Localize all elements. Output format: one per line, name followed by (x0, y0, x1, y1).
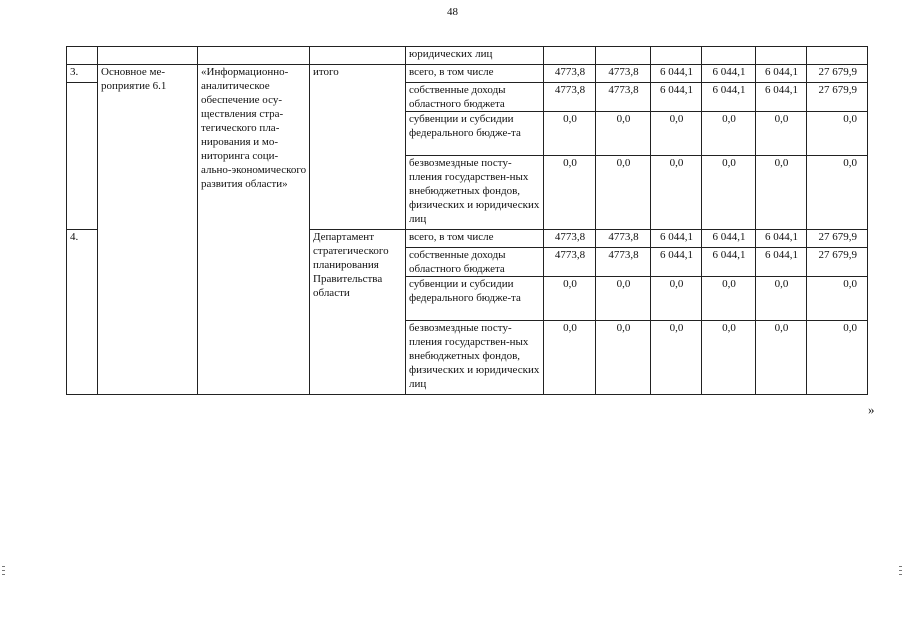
value-cell: 4773,8 (596, 83, 651, 112)
value-cell: 0,0 (651, 112, 702, 156)
value-cell: 0,0 (651, 156, 702, 230)
value-cell (756, 47, 807, 65)
left-binding-mark (2, 566, 5, 580)
value-cell: 4773,8 (544, 230, 596, 248)
value-cell: 0,0 (544, 112, 596, 156)
funding-source-cell: собственные доходы областного бюджета (406, 248, 544, 277)
table-row (67, 65, 868, 83)
value-cell: 0,0 (702, 277, 756, 321)
funding-source-cell: всего, в том числе (406, 230, 544, 248)
activity-cell (98, 47, 198, 65)
activity-cell: Основное ме-роприятие 6.1 (98, 65, 198, 395)
activity-name-cell: «Информационно-аналитическое обеспечение осу-ществления стра-тегического пла-нирования и мо-ниторинга соци-ально-экономического развития области» (198, 65, 310, 395)
value-cell: 0,0 (596, 156, 651, 230)
total-value-cell: 0,0 (807, 277, 868, 321)
value-cell: 4773,8 (544, 65, 596, 83)
funding-source-cell: безвозмездные посту-пления государствен-ных внебюджетных фондов, физических и юридических лиц (406, 321, 544, 395)
executor-cell: Департамент стратегического планирования Правительства области (310, 230, 406, 395)
value-cell: 4773,8 (544, 248, 596, 277)
value-cell: 0,0 (596, 277, 651, 321)
value-cell: 6 044,1 (651, 83, 702, 112)
value-cell (702, 47, 756, 65)
table-row (67, 47, 868, 65)
total-value-cell: 27 679,9 (807, 230, 868, 248)
value-cell: 0,0 (596, 321, 651, 395)
row-number-cell (67, 83, 98, 230)
total-value-cell: 0,0 (807, 321, 868, 395)
value-cell: 4773,8 (596, 248, 651, 277)
value-cell: 0,0 (544, 156, 596, 230)
value-cell: 6 044,1 (702, 248, 756, 277)
funding-source-cell: собственные доходы областного бюджета (406, 83, 544, 112)
funding-source-cell: безвозмездные посту-пления государствен-ных внебюджетных фондов, физических и юридических лиц (406, 156, 544, 230)
row-number-cell (67, 47, 98, 65)
value-cell (596, 47, 651, 65)
value-cell: 0,0 (544, 321, 596, 395)
value-cell: 6 044,1 (702, 65, 756, 83)
total-value-cell: 27 679,9 (807, 248, 868, 277)
value-cell: 0,0 (756, 156, 807, 230)
value-cell: 0,0 (651, 321, 702, 395)
funding-source-cell: субвенции и субсидии федерального бюдже-та (406, 112, 544, 156)
executor-cell (310, 47, 406, 65)
value-cell: 6 044,1 (702, 83, 756, 112)
value-cell: 4773,8 (596, 230, 651, 248)
executor-cell: итого (310, 65, 406, 230)
value-cell: 0,0 (756, 321, 807, 395)
value-cell: 0,0 (651, 277, 702, 321)
total-value-cell: 0,0 (807, 112, 868, 156)
value-cell: 6 044,1 (651, 230, 702, 248)
value-cell: 6 044,1 (756, 230, 807, 248)
total-value-cell: 27 679,9 (807, 65, 868, 83)
activity-name-cell (198, 47, 310, 65)
value-cell: 6 044,1 (756, 65, 807, 83)
value-cell (544, 47, 596, 65)
budget-table (66, 46, 868, 395)
funding-source-cell: всего, в том числе (406, 65, 544, 83)
total-value-cell: 0,0 (807, 156, 868, 230)
funding-source-cell: субвенции и субсидии федерального бюдже-та (406, 277, 544, 321)
value-cell: 0,0 (702, 321, 756, 395)
right-binding-mark (899, 566, 902, 580)
value-cell: 4773,8 (596, 65, 651, 83)
closing-quote: » (868, 402, 875, 417)
value-cell: 0,0 (596, 112, 651, 156)
value-cell: 6 044,1 (756, 83, 807, 112)
row-number-cell: 3. (67, 65, 98, 83)
page-number: 48 (447, 6, 458, 18)
value-cell: 0,0 (702, 112, 756, 156)
value-cell: 6 044,1 (702, 230, 756, 248)
row-number-cell: 4. (67, 230, 98, 395)
value-cell (651, 47, 702, 65)
value-cell: 0,0 (756, 277, 807, 321)
value-cell: 0,0 (544, 277, 596, 321)
value-cell: 0,0 (702, 156, 756, 230)
funding-source-cell: юридических лиц (406, 47, 544, 65)
total-value-cell (807, 47, 868, 65)
value-cell: 6 044,1 (651, 65, 702, 83)
total-value-cell: 27 679,9 (807, 83, 868, 112)
value-cell: 6 044,1 (651, 248, 702, 277)
value-cell: 4773,8 (544, 83, 596, 112)
value-cell: 0,0 (756, 112, 807, 156)
value-cell: 6 044,1 (756, 248, 807, 277)
